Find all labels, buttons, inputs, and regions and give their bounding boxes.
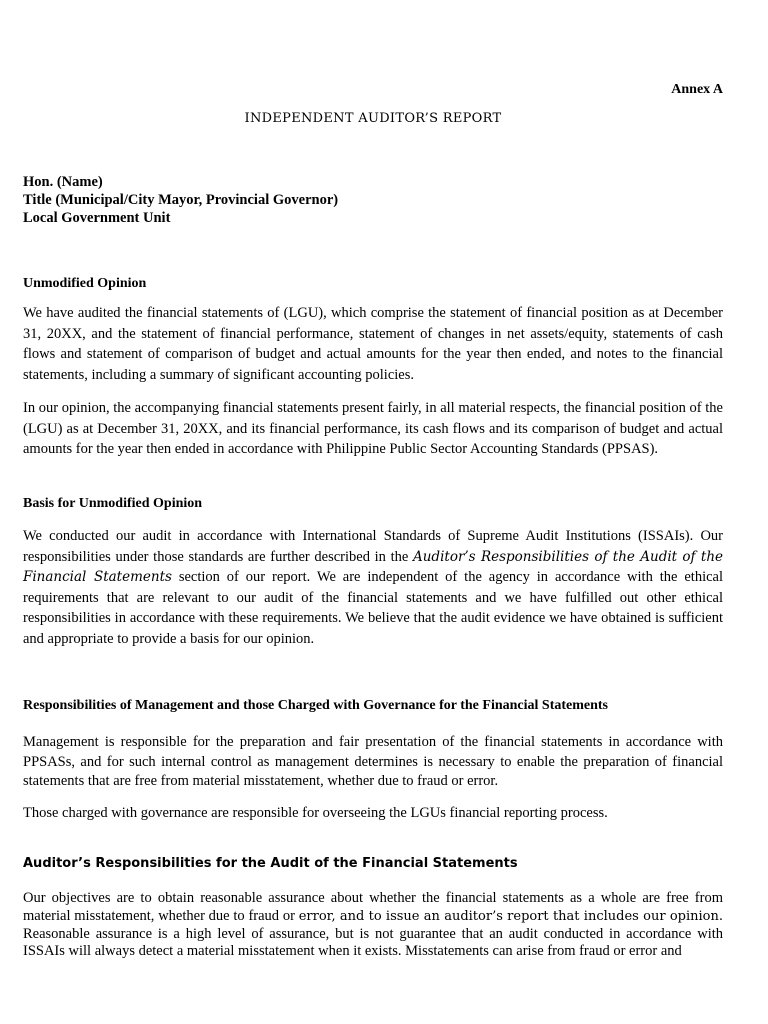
addressee-title: Title (Municipal/City Mayor, Provincial Governor) <box>23 192 339 208</box>
heading-auditor-responsibilities: Auditor’s Responsibilities for the Audit of the Financial Statements <box>23 856 518 871</box>
addressee-unit: Local Government Unit <box>23 210 171 226</box>
heading-unmodified-opinion: Unmodified Opinion <box>23 276 147 291</box>
paragraph-basis <box>23 526 723 649</box>
basis-text-end: section of our report. We are independent of the agency in accordance with the ethical requirements that are relevant to our audit of the financial statements and we have fulfilled out other ethical responsibilities in accordance with these requirements. We believe that the audit evidence we have obtained is sufficient and appropriate to provide a basis for our opinion. <box>23 569 723 647</box>
paragraph-opinion: In our opinion, the accompanying financial statements present fairly, in all material respects, the financial position of the (LGU) as at December 31, 20XX, and its financial performance, its cash flows and its comparison of budget and actual amounts for the year then ended in accordance with Philippine Public Sector Accounting Standards (PPSAS). <box>23 400 723 457</box>
paragraph-management: Management is responsible for the preparation and fair presentation of the financial statements in accordance with PPSASs, and for such internal control as management determines is necessary to enable the preparation of financial statements that are free from material misstatement, whether due to fraud or error. <box>23 734 723 789</box>
paragraph-audited-statements: We have audited the financial statements of (LGU), which comprise the statement of financial position as at December 31, 20XX, and the statement of financial performance, statement of changes in net assets/equity, statements of cash flows and statement of comparison of budget and actual amounts for the year then ended, and notes to the financial statements, including a summary of significant accounting policies. <box>23 305 723 383</box>
heading-basis-opinion: Basis for Unmodified Opinion <box>23 496 203 511</box>
annex-label: Annex A <box>671 82 723 97</box>
auditor-text-alt: error, and to issue an auditor’s report that includes our opinion. <box>298 908 723 924</box>
paragraph-auditor-objectives <box>23 890 723 961</box>
addressee-block <box>23 173 338 227</box>
auditor-text-start: Our objectives are to obtain reasonable assurance about whether the financial statements as a whole are free from material misstatement, whether due to fraud or <box>23 890 723 924</box>
basis-text-italic: Auditor’s Responsibilities of the Audit of the Financial Statements <box>23 548 724 585</box>
heading-management-responsibilities: Responsibilities of Management and those Charged with Governance for the Financial Statements <box>23 698 608 713</box>
basis-text-start: We conducted our audit in accordance with International Standards of Supreme Audit Institutions (ISSAIs). Our responsibilities under those standards are further described in the <box>23 528 723 565</box>
report-title: INDEPENDENT AUDITOR’S REPORT <box>244 111 502 126</box>
addressee-name: Hon. (Name) <box>23 174 103 190</box>
paragraph-governance: Those charged with governance are responsible for overseeing the LGUs financial reporting process. <box>23 805 608 821</box>
auditor-text-end: Reasonable assurance is a high level of assurance, but is not guarantee that an audit conducted in accordance with ISSAIs will always detect a material misstatement when it exists. Misstatements can arise from fraud or error and <box>23 925 723 960</box>
